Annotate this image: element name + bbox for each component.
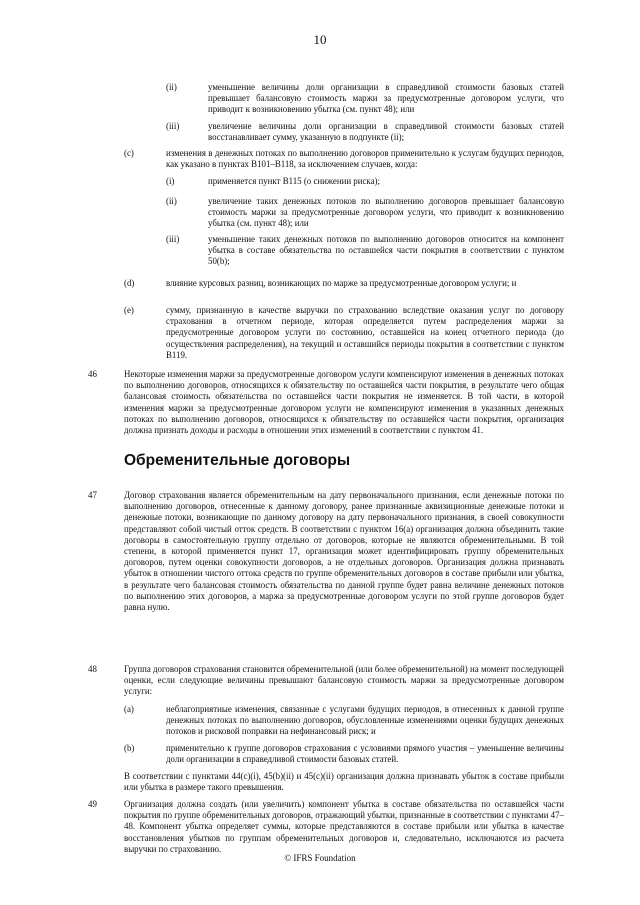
item-d-label: (d): [124, 278, 135, 288]
paragraph-48a-label: (a): [124, 704, 134, 714]
paragraph-49-text: Организация должна создать (или увеличить) компонент убытка в составе обязательства по оставшейся части покрытия по группе обременительных договоров, отражающий убытки, признанные в соответствии с пунктами 47–48. Компонент убытка определяет суммы, которые представляются в составе прибыли или убытка в качестве восстановления убытков по группам обременительных договоров и, следовательно, исключаются из расчета выручки по страхованию.: [124, 799, 564, 854]
item-b-ii-label: (ii): [166, 82, 177, 92]
paragraph-48b-text: применительно к группе договоров страхования с условиями прямого участия – уменьшение величины доли организации в справедливой стоимости базовых статей.: [166, 743, 564, 765]
item-b-iii-label: (iii): [166, 121, 180, 131]
item-e-label: (e): [124, 305, 134, 315]
item-c-ii-text: увеличение таких денежных потоков по выполнению договоров превышает балансовую стоимость маржи за предусмотренные договором услуги, что приводит к возникновению убытка (см. пункт 48); или: [208, 196, 564, 229]
item-c-ii-label: (ii): [166, 196, 177, 206]
paragraph-48-conclusion: В соответствии с пунктами 44(c)(i), 45(b)(ii) и 45(c)(ii) организация должна признавать убыток в составе прибыли или убытка в размере такого превышения.: [124, 771, 564, 793]
paragraph-48a-text: неблагоприятные изменения, связанные с услугами будущих периодов, в отнесенных к данной группе денежных потоках по выполнению договоров, обусловленные изменениями оценки будущих денежных потоков и рисковой поправки на нефинансовый риск; и: [166, 704, 564, 737]
item-c-iii-text: уменьшение таких денежных потоков по выполнению договоров относится на компонент убытка в составе обязательства по оставшейся части покрытия в соответствии с пунктом 50(b);: [208, 234, 564, 267]
paragraph-49-number: 49: [88, 799, 97, 809]
section-heading: Обременительные договоры: [124, 452, 351, 469]
paragraph-47-text: Договор страхования является обременительным на дату первоначального признания, если денежные потоки по выполнению договоров, отнесенные к данному договору, ранее признанные аквизиционные денежные потоки и денежные потоки, возникающие по данному договору на дату первоначального признания, в своей совокупности представляют собой чистый отток средств. В соответствии с пунктом 16(a) организация должна объединить такие договоры в самостоятельную группу отдельно от договоров, которые не являются обременительными. В той степени, в которой применяется пункт 17, организация может идентифицировать группу обременительных договоров, путем оценки совокупности договоров, а не отдельных договоров. Организация должна признавать убыток в отношении чистого оттока средств по группе обременительных договоров в составе прибыли или убытка, в результате чего балансовая стоимость обязательства по данной группе будет равна величине денежных потоков по выполнению этих договоров, а маржа за предусмотренные договором услуги по этой группе договоров будет равна нулю.: [124, 490, 564, 613]
item-c-i-label: (i): [166, 176, 175, 186]
item-d-text: влияние курсовых разниц, возникающих по марже за предусмотренные договором услуги; и: [166, 278, 517, 288]
item-c-i-text: применяется пункт B115 (о снижении риска);: [208, 176, 380, 186]
paragraph-46-text: Некоторые изменения маржи за предусмотренные договором услуги компенсируют изменения в денежных потоках по выполнению договоров, относящихся к обязательству по оставшейся части покрытия, в результате чего общая балансовая стоимость обязательства по оставшейся части покрытия не изменяется. В той части, в которой изменения маржи за предусмотренные договором услуги не компенсируют изменения в указанных денежных потоках по выполнению договоров, относящихся к обязательству по оставшейся части покрытия, организация должна признать доходы и расходы в отношении этих изменений в соответствии с пунктом 41.: [124, 369, 564, 436]
item-c-text: изменения в денежных потоках по выполнению договоров применительно к услугам будущих периодов, как указано в пунктах B101–B118, за исключением случаев, когда:: [166, 148, 564, 170]
item-e-text: сумму, признанную в качестве выручки по страхованию вследствие оказания услуг по договору страхования в отчетном периоде, которая определяется путем распределения маржи за предусмотренные договором услуги по состоянию, оставшейся на конец отчетного периода (до осуществления распределения), на текущий и оставшийся периоды покрытия в соответствии с пунктом B119.: [166, 305, 564, 360]
paragraph-48-text: Группа договоров страхования становится обременительной (или более обременительной) на момент последующей оценки, если следующие величины превышают балансовую стоимость маржи за предусмотренные договором услуги:: [124, 664, 564, 697]
paragraph-48b-label: (b): [124, 743, 135, 753]
item-c-iii-label: (iii): [166, 234, 180, 244]
paragraph-47-number: 47: [88, 490, 97, 500]
item-c-label: (c): [124, 148, 134, 158]
paragraph-48-number: 48: [88, 664, 97, 674]
item-b-iii-text: увеличение величины доли организации в справедливой стоимости базовых статей восстанавливает сумму, указанную в подпункте (ii);: [208, 121, 564, 143]
paragraph-46-number: 46: [88, 369, 97, 379]
page-number: 10: [313, 32, 327, 47]
item-b-ii-text: уменьшение величины доли организации в справедливой стоимости базовых статей превышает балансовую стоимость маржи за предусмотренные договором услуги, что приводит к возникновению убытка (см. пункт 48); или: [208, 82, 564, 115]
footer-copyright: © IFRS Foundation: [284, 853, 356, 863]
